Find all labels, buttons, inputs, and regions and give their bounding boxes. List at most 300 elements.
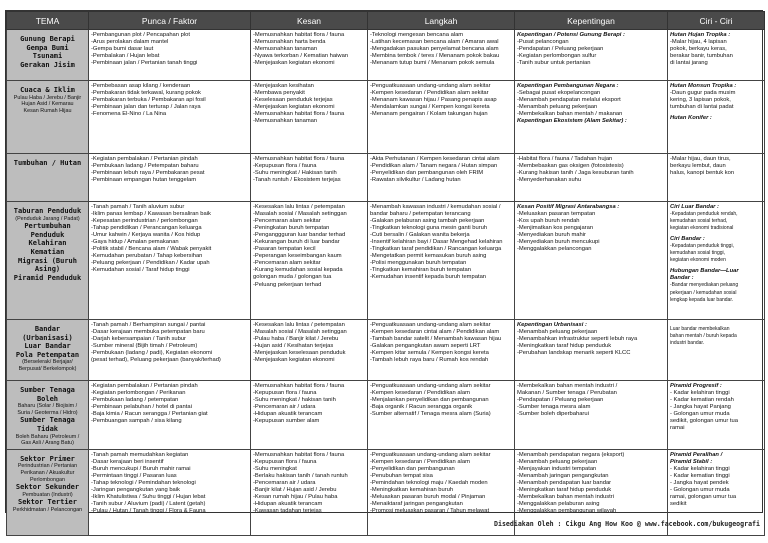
kepentingan-line: -Menjayakan industri tempatan — [517, 465, 597, 472]
langkah-line: -Penguatkuasaan undang-undang alam sekitar — [370, 383, 491, 389]
langkah-line: -Kemudahan insentif kepada buruh tempatan — [370, 274, 487, 281]
ciri-cell — [668, 381, 765, 450]
kepentingan-line: -Sumber tenaga mesra alam — [517, 404, 591, 411]
kesan-line: -Suhu meningkat / Hakisan tanih — [253, 170, 337, 177]
kepentingan-line: Kepentingan Pembangunan Negara : — [517, 83, 619, 89]
kesan-line: -Masalah sosial / Masalah setinggan — [253, 211, 347, 218]
tema-line: Bandar (Urbanisasi) — [22, 325, 73, 342]
tema-line: Gempa Bumi — [26, 43, 69, 52]
ciri-line: Piramid Stabil : — [670, 458, 713, 465]
kepentingan-line: -Menambah peluang pekerjaan — [517, 458, 598, 465]
table-row — [7, 154, 765, 202]
langkah-line: -Tingkatkan teknologi guna mesin ganti buruh — [370, 225, 488, 232]
punca-line: -Pembukaan (ladang / padi), Kegiatan ekonomi — [91, 350, 213, 357]
langkah-cell — [368, 30, 515, 81]
tema-line: Suria / Geoterma / Hidro) — [17, 409, 78, 416]
kepentingan-line: -Kurang hakisan tanih / Jaga kesuburan tanih — [517, 170, 634, 177]
kesan-line: -Nyawa terkorban / Kematian haiwan — [253, 53, 349, 60]
ciri-line: industri bandar. — [670, 340, 705, 347]
langkah-line: -Insentif kelahiran bayi / Dasar Mengehad kelahiran — [370, 239, 503, 246]
punca-line: -Tanah pamah / Berhampiran sungai / pantai — [91, 322, 206, 328]
ciri-line: Luar bandar membekalkan — [670, 326, 730, 332]
ciri-cell — [668, 202, 765, 320]
punca-cell — [89, 154, 251, 202]
ciri-line: pokok, berkayu keras, — [670, 46, 727, 53]
kepentingan-line: Makanan / Sumber tenaga / Perubatan — [517, 390, 617, 397]
langkah-line: -Rawatan silvikultur / Ladang hutan — [370, 177, 461, 184]
kepentingan-line: -Kos upah buruh rendah — [517, 218, 580, 225]
langkah-cell — [368, 202, 515, 320]
langkah-cell — [368, 449, 515, 535]
kepentingan-cell — [515, 202, 668, 320]
kepentingan-cell — [515, 154, 668, 202]
langkah-line: -Penguatkuasaan undang-undang alam sekitar — [370, 451, 491, 458]
punca-line: -Baja kimia / Racun serangga / Pertanian giat — [91, 411, 208, 418]
kesan-line: -Menjejaskan kegiatan ekonomi — [253, 357, 335, 364]
kesan-cell — [251, 81, 368, 154]
kesan-line: -Pencemaran air / udara — [253, 479, 316, 486]
ciri-cell — [668, 320, 765, 381]
langkah-line: -Latihan kecemasan bencana alam / Amaran awal — [370, 39, 499, 46]
kepentingan-line: -Menambah jaringan pengangkutan — [517, 472, 609, 479]
ciri-line: Ciri Luar Bandar : — [670, 204, 719, 210]
tema-line: Migrasi (Buruh Asing) — [17, 256, 77, 274]
tema-line: Tumbuhan / Hutan — [13, 159, 82, 167]
punca-line: -Dasar kerajaan beri insentif — [91, 458, 164, 465]
ciri-line: - Golongan umur muda — [670, 486, 730, 493]
tema-line: Perikanan / Akuakultur — [20, 469, 75, 476]
langkah-line: -Meluaskan pasaran buruh modal / Pinjaman — [370, 494, 486, 501]
tema-line: (Penduduk Jarang / Padat) — [15, 215, 80, 222]
langkah-line: -Penguatkuasaan undang-undang alam sekitar — [370, 83, 491, 89]
kesan-line: -Kesan rumah hijau / Pulau haba — [253, 494, 338, 501]
punca-line: -Pembinaan empangan hutan tenggelam — [91, 177, 197, 184]
ciri-line: kering, 3 lapisan pokok, — [670, 97, 731, 104]
punca-line: -Pembukaan ladang / petempatan — [91, 397, 179, 404]
ciri-line: Piramid Progresif : — [670, 383, 722, 389]
tema-line: Pola Petempatan — [15, 350, 80, 359]
tema-line: Perindustrian / Pertanian — [17, 463, 78, 470]
tema-cell — [7, 320, 89, 381]
ciri-line: kemudahan sosial terhad, — [670, 218, 728, 225]
kepentingan-line: Kepentingan / Potensi Gunung Berapi : — [517, 32, 625, 38]
langkah-line: -Tingkatkan taraf pendidikan / Rancangan keluarga — [370, 246, 502, 253]
kesan-line: -Kesesakan lalu lintas / petempatan — [253, 204, 345, 210]
ciri-line: - Kadar kematian tinggi — [670, 472, 730, 479]
tema-line: Sektor Tertier — [17, 498, 77, 507]
kesan-line: -Memusnahkan habitat flora / fauna — [253, 156, 345, 162]
punca-line: -Pembangunan plot / Pencapahan plot — [91, 32, 190, 38]
punca-line: -Kegiatan perlombongan / Perikanan — [91, 390, 186, 397]
langkah-line: -Menjalankan penyelidikan dan pembangunan — [370, 397, 489, 404]
langkah-line: -Penubuhan tempat sisa — [370, 472, 433, 479]
tema-line: Gunung Berapi — [20, 35, 75, 43]
kepentingan-line: -Menambahkan infrastruktur seperti lebuh raya — [517, 336, 638, 343]
ciri-cell — [668, 154, 765, 202]
ciri-line: bahan mentah / buruh kepada — [670, 333, 737, 340]
ciri-line: -Daun gugur pada musim — [670, 90, 736, 97]
tema-line: Pembuatan (Industri) — [22, 491, 73, 498]
kepentingan-line: -Meluaskan pasaran tempatan — [517, 211, 596, 218]
langkah-cell — [368, 81, 515, 154]
kepentingan-line: -Menggalakkan pelaburan asing — [517, 501, 600, 508]
langkah-cell — [368, 154, 515, 202]
langkah-line: -Tambah bandar satelit / Menambah kawasan hijau — [370, 336, 502, 343]
langkah-cell — [368, 381, 515, 450]
kepentingan-line: -Sebagai pusat ekopelancongan — [517, 90, 601, 97]
langkah-line: -Penyelidikan dan pembangunan — [370, 465, 455, 472]
kesan-line: -Suhu meningkat / hakisan tanih — [253, 397, 336, 404]
ciri-line: berakar banir, tumbuhan — [670, 53, 733, 60]
langkah-line: -Pemindahan teknologi maju / Kaedah moden — [370, 479, 488, 486]
summary-table — [6, 11, 765, 536]
langkah-line: -Meningkatkan kemahiran buruh — [370, 486, 454, 493]
tema-line: Gerakan Jisim — [20, 60, 75, 69]
kesan-cell — [251, 320, 368, 381]
ciri-line: Bandar : — [670, 275, 694, 282]
ciri-line: Hutan Hujan Tropika : — [670, 32, 731, 38]
tema-cell — [7, 381, 89, 450]
langkah-line: bandar baharu / petempatan terancang — [370, 211, 471, 218]
punca-line: -Umur kahwin / Kerjaya wanita / Kos hidup — [91, 232, 201, 239]
kesan-line: -Menjejaskan kesihatan — [253, 83, 314, 89]
tema-line: Tsunami — [32, 52, 63, 61]
ciri-line: kegiatan ekonomi moden — [670, 257, 726, 264]
ciri-line: - Jangka hayat pendek — [670, 479, 729, 486]
langkah-line: -Tingkatkan kemahiran buruh tempatan — [370, 267, 471, 274]
punca-line: -Pembinaan jalan dan terturap / Jalan raya — [91, 104, 201, 111]
header-langkah: Langkah — [368, 12, 515, 30]
kesan-line: -Masalah sosial / Masalah setinggan — [253, 329, 347, 336]
kepentingan-line: Kepentingan Ekosistem (Alam Sekitar) : — [517, 118, 627, 125]
langkah-line: -Menaiktaraf jaringan pengangkutan — [370, 501, 463, 508]
punca-line: -Pembebasan asap kilang / kenderaan — [91, 83, 191, 89]
tema-line: Perkhidmatan / Pelancongan — [12, 506, 83, 513]
punca-line: -Peluang pekerjaan / Pendidikan / Kadar upah — [91, 260, 210, 267]
tema-cell — [7, 30, 89, 81]
langkah-line: -Mendalamkan sungai / Kempen kongsi kereta — [370, 104, 490, 111]
punca-line: -Sumber mineral (Bijih timah / Petroleum) — [91, 343, 198, 350]
tema-cell — [7, 81, 89, 154]
tema-line: Hujan Asid / Kemarau — [21, 101, 74, 108]
kesan-line: -Memusnahkan tanaman — [253, 46, 318, 53]
kepentingan-line: -Membekalkan bahan mentah / makanan — [517, 111, 623, 118]
langkah-line: -Kempen kesedaran cintai alam / Pendidikan alam — [370, 329, 500, 336]
tema-line: (Berselerak/ Berjajar/ — [22, 359, 73, 366]
punca-cell — [89, 81, 251, 154]
punca-line: -Dasar kerajaan membuka petempatan baru — [91, 329, 205, 336]
ciri-line: Hutan Konifer : — [670, 115, 712, 122]
kesan-line: -Peperangan keseimbangan kaum — [253, 253, 342, 260]
table-row — [7, 320, 765, 381]
kesan-line: -Keselesaan penduduk terjejas — [253, 97, 333, 104]
punca-line: -Kepesatan perindustrian / perlombongan — [91, 218, 198, 225]
tema-line: Luar Bandar — [24, 342, 71, 351]
kepentingan-line: -Menambah peluang pekerjaan — [517, 329, 598, 336]
kepentingan-cell — [515, 381, 668, 450]
punca-line: -Kegiatan pembalakan / Pertanian pindah — [91, 156, 198, 162]
langkah-line: -Mengadakan pasukan penyelamat bencana alam — [370, 46, 499, 53]
punca-line: -Pembakaran terbuka / Pembakaran api fosil — [91, 97, 206, 104]
punca-line: -Buruh mencukupi / Buruh mahir ramai — [91, 465, 191, 472]
tema-line: Boleh Baharu (Petroleum / — [15, 433, 80, 440]
tema-line: Perlombongan — [29, 476, 66, 483]
ciri-line: Hutan Monsun Tropika : — [670, 83, 737, 89]
punca-line: -Kegiatan pembalakan / Pertanian pindah — [91, 383, 198, 389]
ciri-cell — [668, 81, 765, 154]
footer-credit: Disediakan Oleh : Cikgu Ang How Koo @ www.facebook.com/bukugeografi — [494, 520, 760, 528]
punca-line: -Politik stabil / Bencana alam / Wabak penyakit — [91, 246, 212, 253]
punca-line: -Darjah kebersampaian / Tanih subur — [91, 336, 186, 343]
kesan-line: -Kepupusan flora / fauna — [253, 163, 317, 170]
kepentingan-line: -Perubahan landskap menarik seperti KLCC — [517, 350, 631, 357]
langkah-line: -Kempen kesedaran / Pendidikan alam — [370, 458, 470, 465]
summary-sheet — [5, 10, 763, 513]
kesan-line: -Menjejaskan kegiatan ekonomi — [253, 60, 335, 67]
kesan-line: -Kepupusan flora / fauna — [253, 458, 317, 465]
kepentingan-line: -Menggalakkan pembangunan wilayah — [517, 508, 617, 515]
ciri-line: sedikit, golongan umur tua — [670, 418, 738, 425]
kepentingan-line: -Kegiatan perlombongan sulfur — [517, 53, 597, 60]
header-tema: TEMA — [7, 12, 89, 30]
punca-line: -Fenomena El-Nino / La Nina — [91, 111, 167, 118]
kepentingan-line: -Menjimatkan kos pengajaran — [517, 225, 594, 232]
kesan-line: -Memusnahkan tanaman — [253, 118, 318, 125]
ciri-line: kemudahan sosial tinggi, — [670, 250, 726, 257]
ciri-line: -Kepadatan penduduk tinggi, — [670, 243, 734, 250]
kesan-cell — [251, 381, 368, 450]
kesan-line: -Hidupan akuatik terancam — [253, 411, 323, 418]
langkah-line: -Polisi menggunakan buruh tempatan — [370, 260, 467, 267]
tema-line: Sektor Sekunder — [15, 483, 80, 492]
table-row — [7, 202, 765, 320]
kepentingan-line: -Menambah pendapatan negara (eksport) — [517, 451, 625, 458]
tema-cell — [7, 449, 89, 535]
punca-line: -Pembinaan jalan / Pertanian tanah tinggi — [91, 60, 198, 67]
kesan-line: -Pencemaran alam sekitar — [253, 218, 321, 225]
ciri-line: tumbuhan di lantai padat — [670, 104, 734, 111]
kepentingan-line: Kesan Positif Migrasi Antarabangsa : — [517, 204, 620, 210]
langkah-line: -Galakan pengangkutan awam seperti LRT — [370, 343, 481, 350]
ciri-line: ramai — [670, 425, 685, 432]
punca-line: -Arus perolakan dalam mantel — [91, 39, 169, 46]
punca-line: -Iklim Khatulistiwa / Suhu tinggi / Hujan lebat — [91, 494, 206, 501]
punca-line: -Tanah pamah / Tanih aluvium subur — [91, 204, 185, 210]
ciri-line: kegiatan ekonomi tradisional — [670, 225, 734, 232]
kesan-cell — [251, 30, 368, 81]
table-row — [7, 381, 765, 450]
tema-line: Pertumbuhan Penduduk — [24, 222, 71, 239]
kepentingan-line: -Sumber boleh diperbaharui — [517, 411, 589, 418]
tema-line: Berpusat/ Berkelompok) — [18, 365, 77, 372]
kesan-line: -Kawasan tadahan terjejas — [253, 508, 322, 515]
kepentingan-line: -Menggalakkan pelancongan — [517, 246, 592, 253]
kesan-line: -Hidupan akuatik terancam — [253, 501, 323, 508]
ciri-line: halus, kanopi bentuk kon — [670, 170, 735, 177]
kepentingan-cell — [515, 320, 668, 381]
kesan-line: -Suhu meningkat — [253, 465, 297, 472]
punca-line: -Iklim panas lembap / Kawasan bersaliran baik — [91, 211, 211, 218]
langkah-line: -Kempen kesedaran / Pendidikan alam — [370, 390, 470, 397]
langkah-line: -Menanam pengairan / Kolam takungan hujan — [370, 111, 488, 118]
tema-line: Sumber Tenaga Tidak — [20, 416, 75, 433]
kesan-line: -Membawa penyakit — [253, 90, 305, 97]
punca-line: -Tanih subur / Aluvium (padi) / Latent (getah) — [91, 501, 206, 508]
punca-cell — [89, 202, 251, 320]
header-ciri: Ciri - Ciri — [668, 12, 765, 30]
kepentingan-line: -Pendapatan / Peluang pekerjaan — [517, 46, 604, 53]
kesan-line: golongan muda / golongan tua — [253, 274, 332, 281]
tema-line: Pulau Haba / Jerebu / Banjir — [13, 94, 82, 101]
punca-line: -Kemudahan perubatan / Tahap kebersihan — [91, 253, 203, 260]
kepentingan-cell — [515, 30, 668, 81]
kesan-line: -Kepupusan sumber alam — [253, 418, 320, 425]
langkah-line: -Menanam kawasan hijau / Pasang penapis asap — [370, 97, 497, 104]
header-kesan: Kesan — [251, 12, 368, 30]
ciri-line: - Kadar kelahiran tinggi — [670, 465, 730, 472]
kepentingan-line: -Menambah pendapatan luar bandar — [517, 479, 612, 486]
tema-cell — [7, 202, 89, 320]
kesan-cell — [251, 449, 368, 535]
kepentingan-line: -Meningkatkan taraf hidup penduduk — [517, 486, 612, 493]
kesan-line: -Memusnahkan harta benda — [253, 39, 326, 46]
kepentingan-line: -Habitat flora / fauna / Tadahan hujan — [517, 156, 613, 162]
kesan-line: -Memusnahkan habitat flora / fauna — [253, 111, 345, 118]
langkah-cell — [368, 320, 515, 381]
ciri-line: ramai, golongan umur tua — [670, 494, 737, 501]
punca-line: -Jaringan pengangkutan yang baik — [91, 486, 180, 493]
tema-line: Baharu (Solar / Biojisim / — [17, 403, 78, 410]
punca-cell — [89, 449, 251, 535]
header-punca: Punca / Faktor — [89, 12, 251, 30]
ciri-line: Piramid Peralihan / — [670, 451, 723, 458]
ciri-line: sedikit — [670, 501, 687, 508]
langkah-line: -Kempen kesedaran / Pendidikan alam sekitar — [370, 90, 489, 97]
ciri-line: - Kadar kematian rendah — [670, 397, 734, 404]
ciri-line: di lantai jarang — [670, 60, 708, 67]
punca-line: -Pembakaran tidak terkawal, kurang pokok — [91, 90, 201, 97]
ciri-line: berkayu lembut, daun — [670, 163, 726, 170]
ciri-line: lengkap kepada luar bandar. — [670, 296, 734, 303]
tema-cell — [7, 154, 89, 202]
kesan-line: -Kepupusan flora / fauna — [253, 390, 317, 397]
ciri-line: -Bandar menyediakan peluang — [670, 282, 739, 289]
punca-line: -Permintaan tinggi / Pasaran luas — [91, 472, 177, 479]
langkah-line: -Penyelidikan dan pembangunan oleh FRIM — [370, 170, 484, 177]
punca-line: -Tanah pamah memudahkan kegiatan — [91, 451, 189, 458]
kesan-line: -Kekurangan buruh di luar bandar — [253, 239, 340, 246]
ciri-line: -Malar hijau, 4 lapisan — [670, 39, 727, 46]
kesan-cell — [251, 202, 368, 320]
tema-line: Sumber Tenaga Boleh — [20, 386, 75, 403]
tema-line: Piramid Penduduk — [13, 273, 82, 282]
table-body — [7, 30, 765, 536]
punca-line: -Pembuangan sampah / sisa kilang — [91, 418, 182, 425]
tema-line: Kematian — [30, 247, 65, 256]
kesan-line: -Memusnahkan habitat flora / fauna — [253, 383, 345, 389]
ciri-line: Hubungan Bandar—Luar — [670, 268, 739, 275]
langkah-line: -Cuti bersalin / Galakan wanita bekerja — [370, 232, 470, 239]
kesan-line: -Peluang pekerjaan terhad — [253, 281, 322, 288]
ciri-line: - Kadar kelahiran tinggi — [670, 390, 730, 397]
kesan-line: -Peningkatan buruh tempatan — [253, 225, 330, 232]
kepentingan-line: -Membekalkan bahan mentah industri / — [517, 383, 618, 389]
tema-line: Cuaca & Iklim — [20, 86, 75, 94]
langkah-line: -Tambah lebuh raya baru / Rumah kos rendah — [370, 357, 489, 364]
punca-line: -Gaya hidup / Amalan pemakanan — [91, 239, 179, 246]
kesan-line: -Kesesakan lalu lintas / petempatan — [253, 322, 345, 328]
table-row — [7, 30, 765, 81]
kepentingan-line: -Menyediakan buruh mencukupi — [517, 239, 600, 246]
kepentingan-line: -Pusat pelancongan — [517, 39, 569, 46]
kesan-line: -Kurang kemudahan sosial kepada — [253, 267, 343, 274]
kesan-line: -Pencemaran alam sekitar — [253, 260, 321, 267]
ciri-line: -Kepadatan penduduk rendah, — [670, 211, 738, 218]
kesan-line: -Pencemaran air / udara — [253, 404, 316, 411]
kepentingan-line: -Menyediakan buruh mahir — [517, 232, 586, 239]
langkah-line: -Promosi meluaskan pasaran / Tahun melawat — [370, 508, 490, 515]
punca-cell — [89, 30, 251, 81]
kesan-line: -Memusnahkan habitat flora / fauna — [253, 32, 345, 38]
langkah-line: -Mengetatkan permit kemasukan buruh asing — [370, 253, 487, 260]
kepentingan-line: -Pendapatan / Peluang pekerjaan — [517, 397, 604, 404]
langkah-line: -Galakan pelaburan asing tambah pekerjaan — [370, 218, 485, 225]
punca-line: -Tahap pendidikan / Perancangan keluarga — [91, 225, 202, 232]
kepentingan-line: -Tanih subur untuk pertanian — [517, 60, 591, 67]
kesan-line: -Pulau haba / Banjir kilat / Jerebu — [253, 336, 339, 343]
kesan-line: -Penganggguran luar bandar terhad — [253, 232, 346, 239]
punca-line: -Gempa bumi dasar laut — [91, 46, 154, 53]
kepentingan-line: -Menambah pendapatan melalui eksport — [517, 97, 621, 104]
kepentingan-line: -Menambah peluang pekerjaan — [517, 104, 598, 111]
kesan-line: -Pasaran tempatan kecil — [253, 246, 316, 253]
kepentingan-line: -Menyederhanakan suhu — [517, 177, 582, 184]
punca-line: -Kemudahan sosial / Taraf hidup tinggi — [91, 267, 190, 274]
langkah-line: -Kempen kitar semula / Kempen kongsi kereta — [370, 350, 489, 357]
kesan-line: -Tanah runtuh / Ekosistem terjejas — [253, 177, 341, 184]
ciri-line: - Golongan umur muda — [670, 411, 730, 418]
kesan-line: -Hujan asid / Kesihatan terjejas — [253, 343, 334, 350]
punca-cell — [89, 320, 251, 381]
punca-line: -Pembinaan lebuh raya / Pembakaran pesat — [91, 170, 205, 177]
kesan-line: -Memusnahkan habitat flora / fauna — [253, 451, 345, 458]
kepentingan-line: Kepentingan Urbanisasi : — [517, 322, 587, 328]
tema-line: Sektor Primer — [20, 454, 75, 463]
table-row — [7, 81, 765, 154]
tema-line: Kesan Rumah Hijau — [23, 107, 72, 114]
ciri-line: -Malar hijau, daun tirus, — [670, 156, 731, 162]
langkah-line: -Sumber alternatif / Tenaga mesra alam (Suria) — [370, 411, 491, 418]
punca-line: -Pembalakan / Hujan lebat — [91, 53, 160, 60]
langkah-line: -Teknologi mengesan bencana alam — [370, 32, 464, 38]
kepentingan-cell — [515, 81, 668, 154]
kesan-line: -Berlaku hakisan tanih / tanah runtuh — [253, 472, 348, 479]
header-kepentingan: Kepentingan — [515, 12, 668, 30]
ciri-line: - Jangka hayat Panjang — [670, 404, 731, 411]
tema-line: Gas Asli / Arang Batu) — [21, 440, 74, 447]
kepentingan-line: -Membekalkan bahan mentah industri — [517, 494, 614, 501]
kesan-line: -Banjir kilat / Hujan asid / Jerebu — [253, 486, 337, 493]
langkah-line: -Pendidikan alam / Tanam negara / Hutan simpan — [370, 163, 498, 170]
langkah-line: -Baja organik / Racun serangga organik — [370, 404, 473, 411]
tema-line: Kelahiran — [28, 239, 67, 248]
ciri-line: pekerjaan / kemudahan sosial — [670, 289, 737, 296]
langkah-line: -Menanam tutup bumi / Menanam pokok semula — [370, 60, 495, 67]
kepentingan-line: -Membebaskan gas oksigen (fotosistesis) — [517, 163, 624, 170]
langkah-line: -Penguatkuasaan undang-undang alam sekitar — [370, 322, 491, 328]
ciri-line: Ciri Bandar : — [670, 236, 705, 243]
header-row — [7, 12, 765, 30]
